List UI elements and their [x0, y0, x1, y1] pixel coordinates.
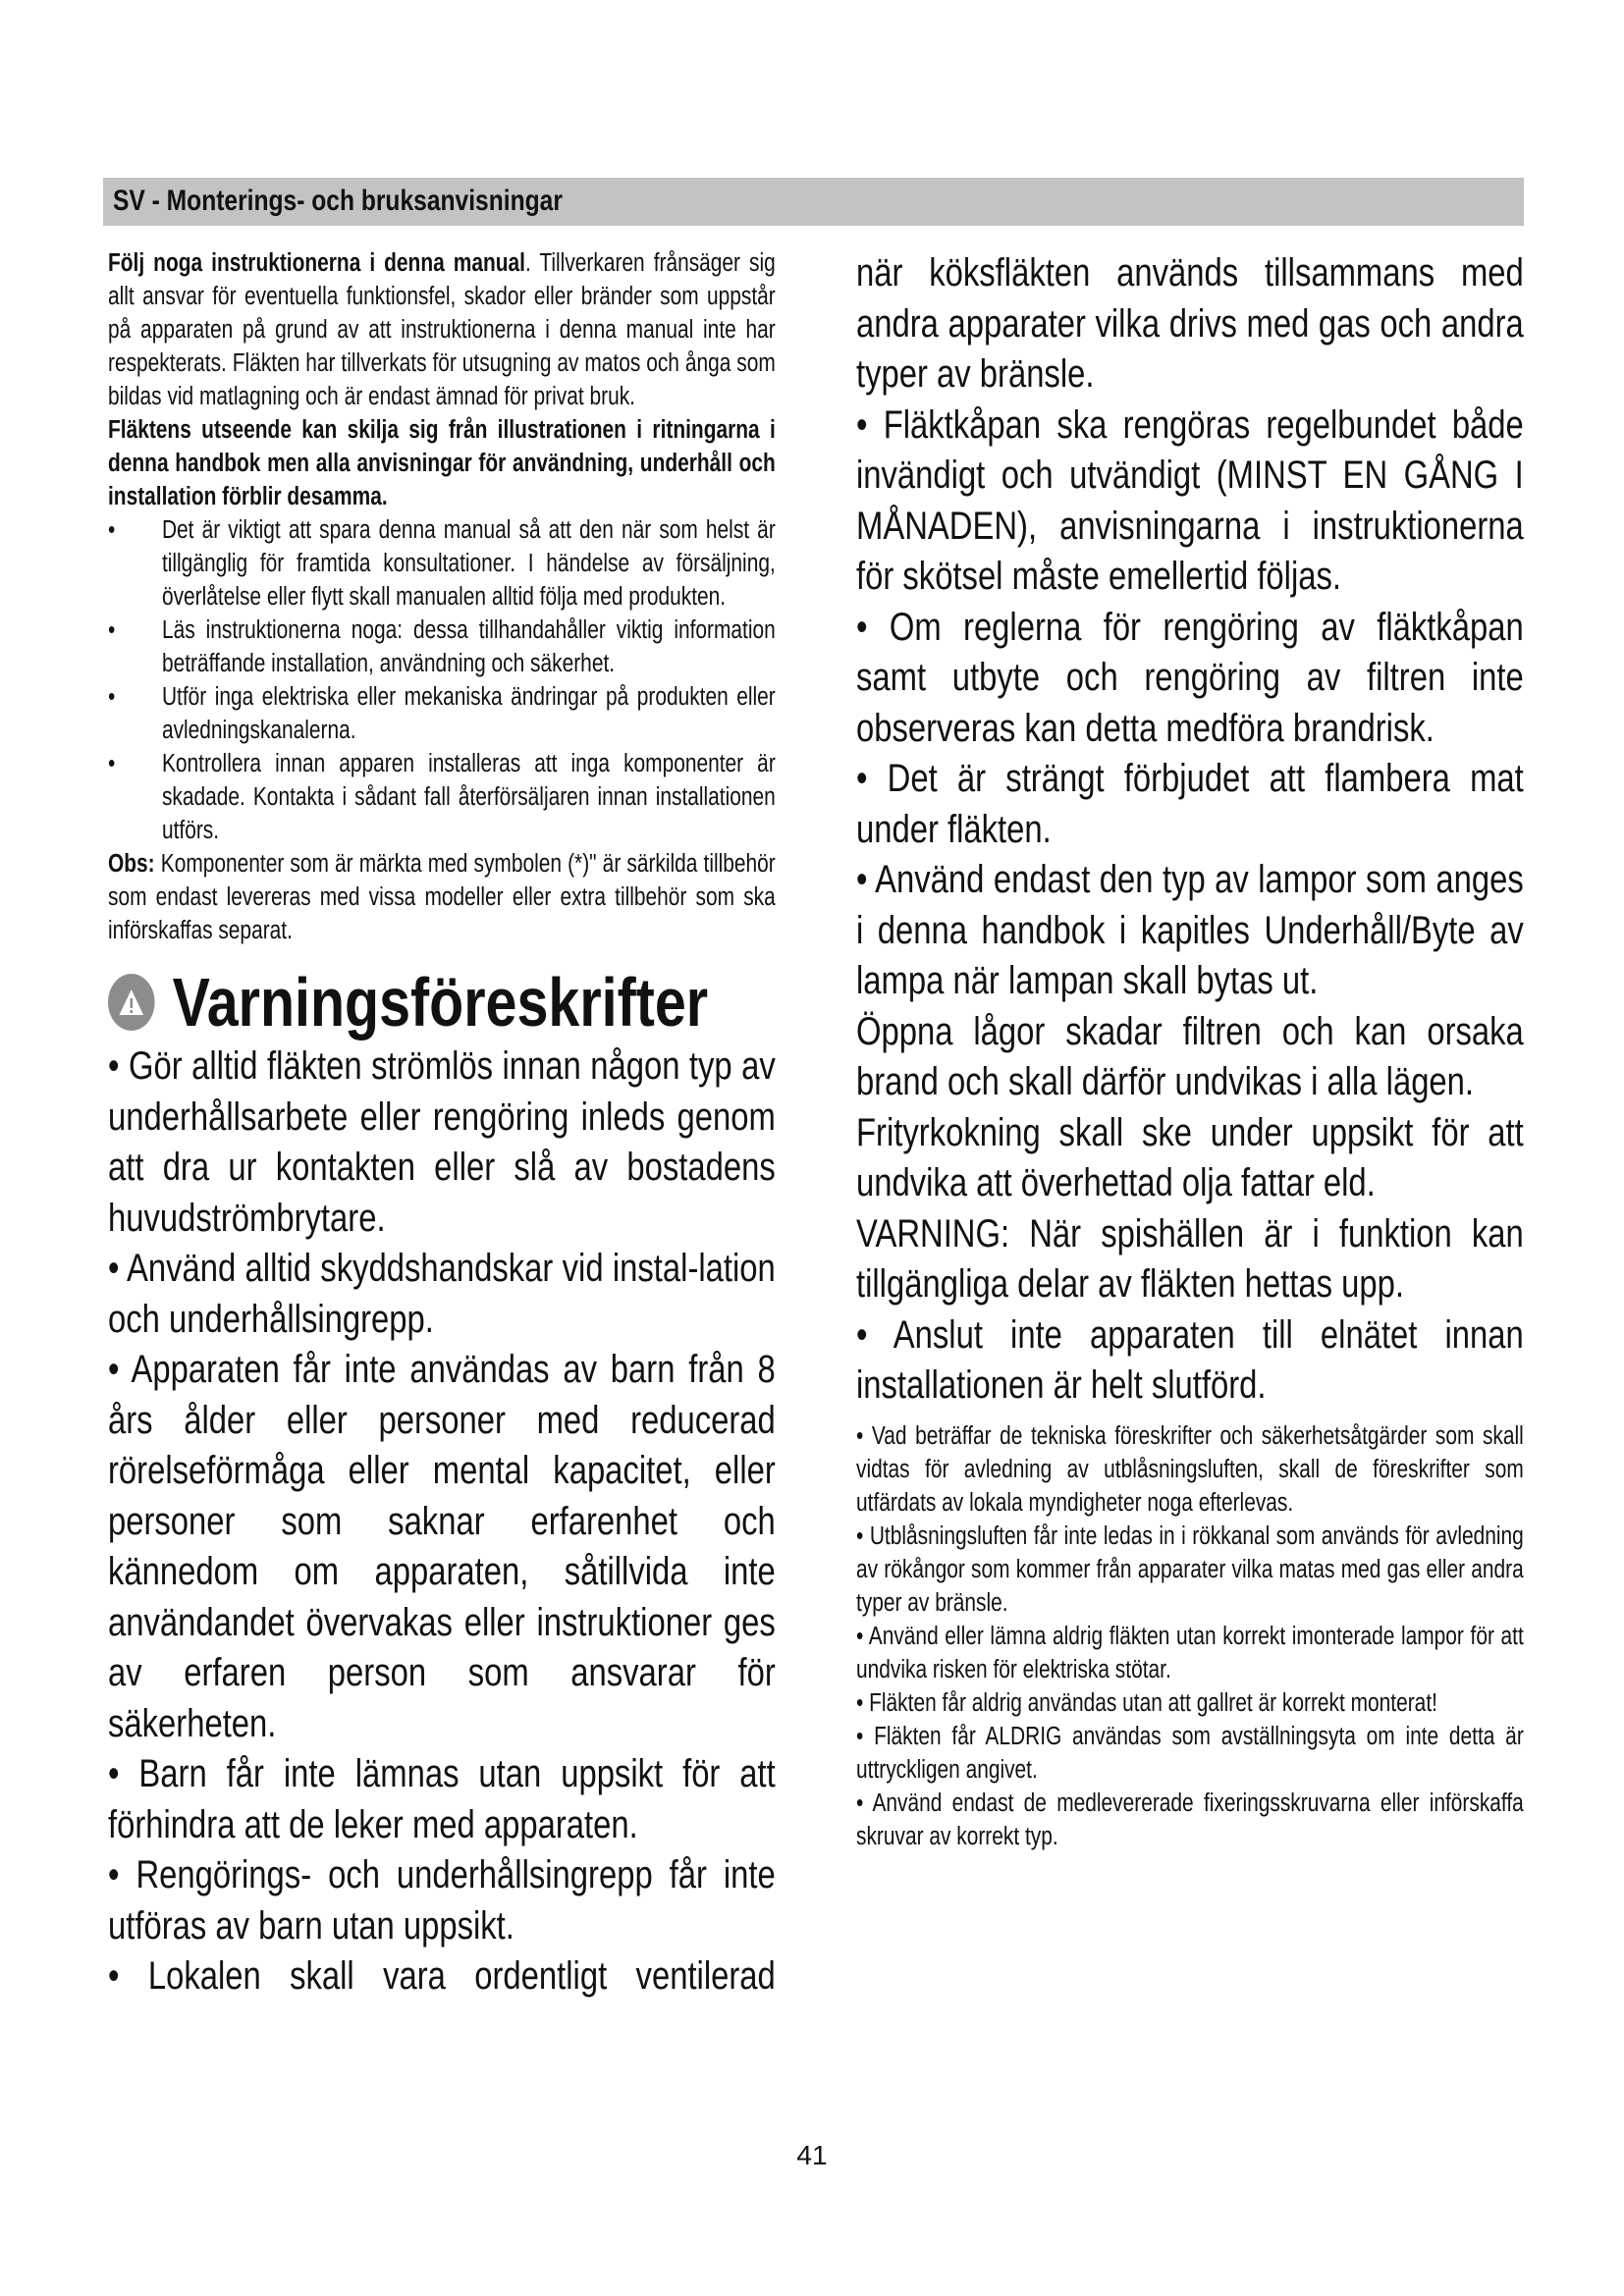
- right-warnings-block: [856, 248, 1524, 1412]
- appearance-note: Fläktens utseende kan skilja sig från illustrationen i ritningarna i denna handbok men alla anvisningar för användning, underhåll och installation förblir desamma.: [108, 416, 776, 510]
- list-item-text: Det är viktigt att spara denna manual så att den när som helst är tillgänglig för framtida konsultationer. I händelse av försäljning, överlåtelse eller flytt skall manualen alltid följa med produkten.: [161, 516, 776, 611]
- list-item-text: Läs instruktionerna noga: dessa tillhandahåller viktig information beträffande installation, användning och säkerhet.: [161, 616, 776, 677]
- intro-paragraph: [108, 246, 776, 413]
- bullet: •: [108, 683, 116, 711]
- bullet: •: [108, 616, 116, 644]
- intro-block: [108, 246, 776, 947]
- warning-item: • Apparaten får inte användas av barn från 8 års ålder eller personer med reducerad rörelseförmåga eller mental kapacitet, eller personer som saknar erfarenhet och kännedom om apparaten, såtillvida inte användandet övervakas eller instruktioner ges av erfaren person som ansvarar för säkerheten.: [108, 1348, 776, 1745]
- note-item: • Utblåsningsluften får inte ledas in i rökkanal som används för avledning av rökångor som kommer från apparater vilka matas med gas eller andra typer av bränsle.: [856, 1522, 1524, 1617]
- warning-item: • Om reglerna för rengöring av fläktkåpan samt utbyte och rengöring av filtren inte observeras kan detta medföra brandrisk.: [856, 605, 1524, 750]
- right-column: [856, 248, 1524, 1853]
- warning-item: • Använd endast den typ av lampor som anges i denna handbok i kapitles Underhåll/Byte av lampa när lampan skall bytas ut.: [856, 858, 1524, 1002]
- warning-icon: [108, 974, 155, 1031]
- obs-label: Obs:: [108, 850, 155, 878]
- warnings-block: [108, 1041, 776, 2002]
- warning-heading: [108, 965, 776, 1040]
- section-title: SV - Monterings- och bruksanvisningar: [113, 185, 563, 217]
- page-number: 41: [796, 2140, 828, 2170]
- note-item: • Vad beträffar de tekniska föreskrifter och säkerhetsåtgärder som skall vidtas för avledning av utblåsningsluften, skall de föreskrifter som utfärdats av lokala myndigheter noga efterlevas.: [856, 1421, 1524, 1517]
- intro-text: . Tillverkaren fråns​äger sig allt ansvar för eventuella funktionsfel, skador eller bränder som uppstår på apparaten på grund av att instruktionerna i denna manual inte har respekterats. Fläkten har tillverkats för utsugning av matos och ånga som bildas vid matlagning och är endast ämnad för privat bruk.: [108, 249, 776, 410]
- warning-title: Varningsföreskrifter: [172, 964, 709, 1041]
- right-notes-block: [856, 1419, 1524, 1853]
- bullet: •: [108, 750, 116, 777]
- warning-item: • Barn får inte lämnas utan uppsikt för att förhindra att de leker med apparaten.: [108, 1752, 776, 1846]
- warning-item: • Det är strängt förbjudet att flambera mat under fläkten.: [856, 757, 1524, 851]
- note-item: • Använd endast de medlevererade fixeringsskruvarna eller införskaffa skruvar av korrekt typ.: [856, 1789, 1524, 1850]
- section-header-bar: [103, 178, 1524, 226]
- warning-item: • Använd alltid skyddshandskar vid instal-lation och underhållsingrepp.: [108, 1247, 776, 1341]
- obs-note: [108, 847, 776, 947]
- list-item: [108, 614, 776, 680]
- warning-item: • Anslut inte apparaten till elnätet innan installationen är helt slutförd.: [856, 1312, 1524, 1407]
- note-item: • Fläkten får ALDRIG användas som avställningsyta om inte detta är uttryckligen angivet.: [856, 1722, 1524, 1784]
- list-item-text: Kontrollera innan apparen installeras att inga komponenter är skadade. Kontakta i sådant fall återförsäljaren innan installationen utförs.: [161, 750, 776, 844]
- left-column: [108, 246, 776, 2002]
- obs-text: Komponenter som är märkta med symbolen (*)" är särkilda tillbehör som endast levereras med vissa modeller eller extra tillbehör som ska införskaffas separat.: [108, 850, 776, 944]
- warning-item: • Fläktkåpan ska rengöras regelbundet både invändigt och utvändigt (MINST EN GÅNG I MÅNADEN), anvisningarna i instruktionerna för skötsel måste emellertid följas.: [856, 402, 1524, 598]
- intro-bold: Följ noga instruktionerna i denna manual: [108, 249, 525, 277]
- warning-item: • Lokalen skall vara ordentligt ventilerad: [108, 1954, 776, 1998]
- warning-item: • Gör alltid fläkten strömlös innan någon typ av underhållsarbete eller rengöring inleds genom att dra ur kontakten eller slå av bostadens huvudströmbrytare.: [108, 1044, 776, 1240]
- warning-item: • Rengörings- och underhållsingrepp får inte utföras av barn utan uppsikt.: [108, 1853, 776, 1948]
- warning-item: när köksfläkten används tillsammans med andra apparater vilka drivs med gas och andra typer av bränsle.: [856, 251, 1524, 396]
- warning-item: Frityrkokning skall ske under uppsikt för att undvika att överhettad olja fattar eld.: [856, 1110, 1524, 1204]
- warning-item: Öppna lågor skadar filtren och kan orsaka brand och skall därför undvikas i alla lägen.: [856, 1009, 1524, 1103]
- list-item-text: Utför inga elektriska eller mekaniska ändringar på produkten eller avledningskanalerna.: [161, 683, 776, 744]
- list-item: [108, 747, 776, 847]
- bullet: •: [108, 516, 116, 544]
- list-item: [108, 513, 776, 614]
- warning-item: VARNING: När spishällen är i funktion kan tillgängliga delar av fläkten hettas upp.: [856, 1211, 1524, 1306]
- note-item: • Använd eller lämna aldrig fläkten utan korrekt imonterade lampor för att undvika risken för elektriska stötar.: [856, 1622, 1524, 1683]
- note-item: • Fläkten får aldrig användas utan att gallret är korrekt monterat!: [856, 1688, 1437, 1717]
- list-item: [108, 680, 776, 747]
